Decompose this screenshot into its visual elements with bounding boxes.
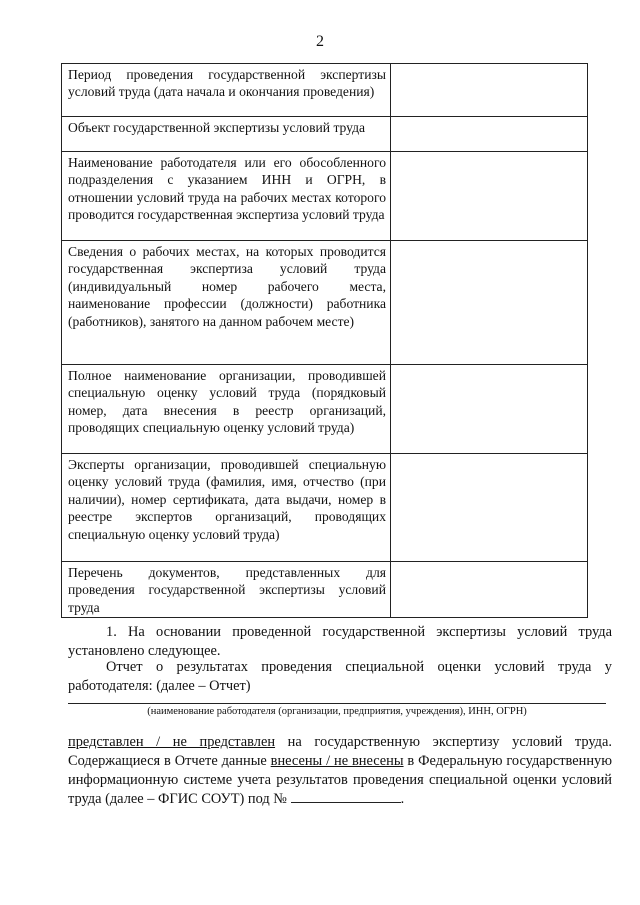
- table-row: [62, 117, 588, 152]
- status-text-a: на государственную экспертизу условий труда. Содержащиеся в Отчете данные: [68, 734, 612, 769]
- row-value-object[interactable]: [391, 117, 588, 152]
- row-label-employer: Наименование работодателя или его обособленного подразделения с указанием ИНН и ОГРН, в отношении условий труда на рабочих местах которого проводится государственная экспертиза условий труда: [62, 152, 391, 241]
- row-value-organization[interactable]: [391, 365, 588, 454]
- row-value-workplaces[interactable]: [391, 241, 588, 365]
- employer-name-caption: (наименование работодателя (организации, предприятия, учреждения), ИНН, ОГРН): [147, 706, 527, 717]
- row-label-documents: Перечень документов, представленных для проведения государственной экспертизы условий труда: [62, 562, 391, 618]
- row-label-experts: Эксперты организации, проводившей специальную оценку условий труда (фамилия, имя, отчество (при наличии), номер сертификата, дата выдачи, номер в реестре экспертов организаций, проводящих специальную оценку условий труда): [62, 454, 391, 562]
- status-end: .: [400, 791, 405, 807]
- row-label-organization: Полное наименование организации, проводившей специальную оценку условий труда (порядковый номер, дата внесения в реестр организаций, проводящих специальную оценку условий труда): [62, 365, 391, 454]
- row-value-period[interactable]: [391, 64, 588, 117]
- row-value-employer[interactable]: [391, 152, 588, 241]
- row-label-period: Период проведения государственной экспертизы условий труда (дата начала и окончания проведения): [62, 64, 391, 117]
- entered-option: внесены / не внесены: [270, 753, 404, 769]
- row-label-workplaces: Сведения о рабочих местах, на которых проводится государственная экспертиза условий труда (индивидуальный номер рабочего места, наименование профессии (должности) работника (работников), занятого на данном рабочем месте): [62, 241, 391, 365]
- page-number: 2: [316, 33, 324, 50]
- table-row: [62, 365, 588, 454]
- table-row: [62, 241, 588, 365]
- table-row: [62, 562, 588, 618]
- employer-name-line: [68, 703, 606, 704]
- table-row: [62, 64, 588, 117]
- paragraph-report: Отчет о результатах проведения специальной оценки условий труда у работодателя: (далее – Отчет): [68, 659, 612, 694]
- row-label-object: Объект государственной экспертизы условий труда: [62, 117, 391, 152]
- row-value-experts[interactable]: [391, 454, 588, 562]
- status-text-b: в Федеральную государственную информационную системе учета результатов проведения специальной оценки условий труда (далее – ФГИС СОУТ) под №: [68, 753, 612, 807]
- expertise-table: [61, 63, 588, 618]
- presented-option: представлен / не представлен: [68, 734, 276, 750]
- paragraph-findings: 1. На основании проведенной государственной экспертизы условий труда установлено следующее.: [68, 624, 612, 659]
- paragraph-status: [68, 733, 612, 809]
- registry-number-blank[interactable]: [291, 790, 401, 803]
- table-row: [62, 454, 588, 562]
- row-value-documents[interactable]: [391, 562, 588, 618]
- table-row: [62, 152, 588, 241]
